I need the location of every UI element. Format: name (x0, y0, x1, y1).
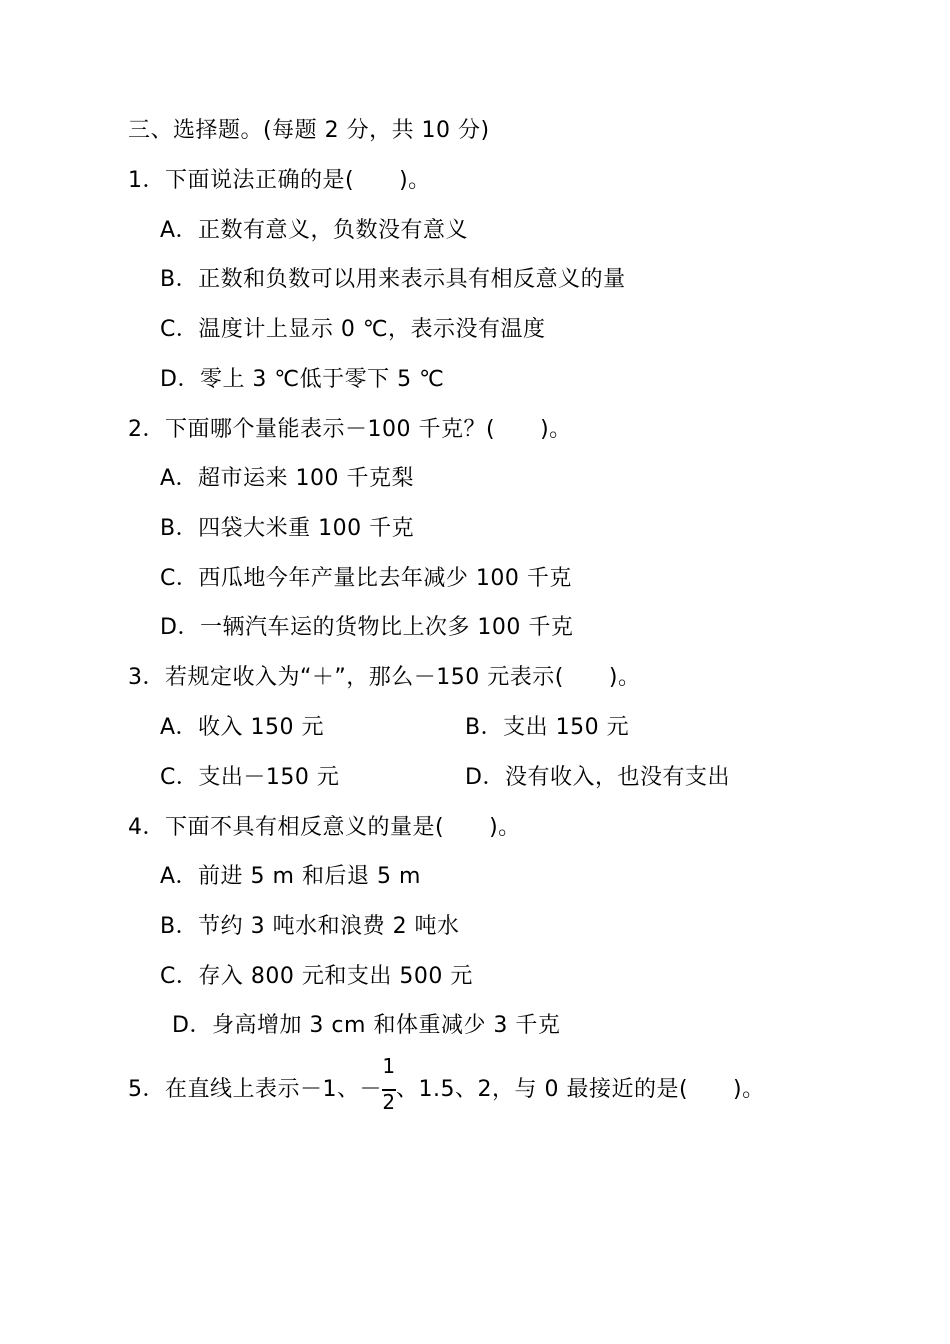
question-3-stem: 3．若规定收入为“＋”，那么－150 元表示( )。 (128, 665, 641, 690)
question-4-option-a: A．前进 5 m 和后退 5 m (160, 864, 421, 889)
question-5-stem-suffix: 、1.5、2，与 0 最接近的是( )。 (396, 1077, 765, 1102)
question-4-option-d: D．身高增加 3 cm 和体重减少 3 千克 (172, 1013, 561, 1038)
question-3-option-d: D．没有收入，也没有支出 (465, 765, 730, 790)
question-3-option-a: A．收入 150 元 (160, 715, 325, 740)
question-2-option-d: D．一辆汽车运的货物比上次多 100 千克 (160, 615, 574, 640)
question-4-stem: 4．下面不具有相反意义的量是( )。 (128, 815, 521, 840)
question-3-option-c: C．支出－150 元 (160, 765, 340, 790)
question-1-option-b: B．正数和负数可以用来表示具有相反意义的量 (160, 267, 626, 292)
fraction-numerator: 1 (382, 1054, 396, 1078)
question-5-stem-prefix: 5．在直线上表示－1、－ (128, 1077, 382, 1102)
fraction-denominator: 2 (382, 1090, 396, 1114)
question-3-option-b: B．支出 150 元 (465, 715, 630, 740)
question-1-option-a: A．正数有意义，负数没有意义 (160, 218, 469, 243)
question-4-option-c: C．存入 800 元和支出 500 元 (160, 964, 473, 989)
question-1-option-d: D．零上 3 ℃低于零下 5 ℃ (160, 367, 445, 392)
question-1-option-c: C．温度计上显示 0 ℃，表示没有温度 (160, 317, 546, 342)
fraction-one-half (382, 1054, 396, 1114)
question-2-option-b: B．四袋大米重 100 千克 (160, 516, 415, 541)
question-2-option-a: A．超市运来 100 千克梨 (160, 466, 415, 491)
section-title: 三、选择题。(每题 2 分，共 10 分) (128, 118, 490, 143)
question-1-stem: 1．下面说法正确的是( )。 (128, 168, 431, 193)
question-2-stem: 2．下面哪个量能表示－100 千克？( )。 (128, 417, 572, 442)
question-2-option-c: C．西瓜地今年产量比去年减少 100 千克 (160, 566, 572, 591)
question-4-option-b: B．节约 3 吨水和浪费 2 吨水 (160, 914, 460, 939)
question-5-stem (128, 1054, 765, 1114)
